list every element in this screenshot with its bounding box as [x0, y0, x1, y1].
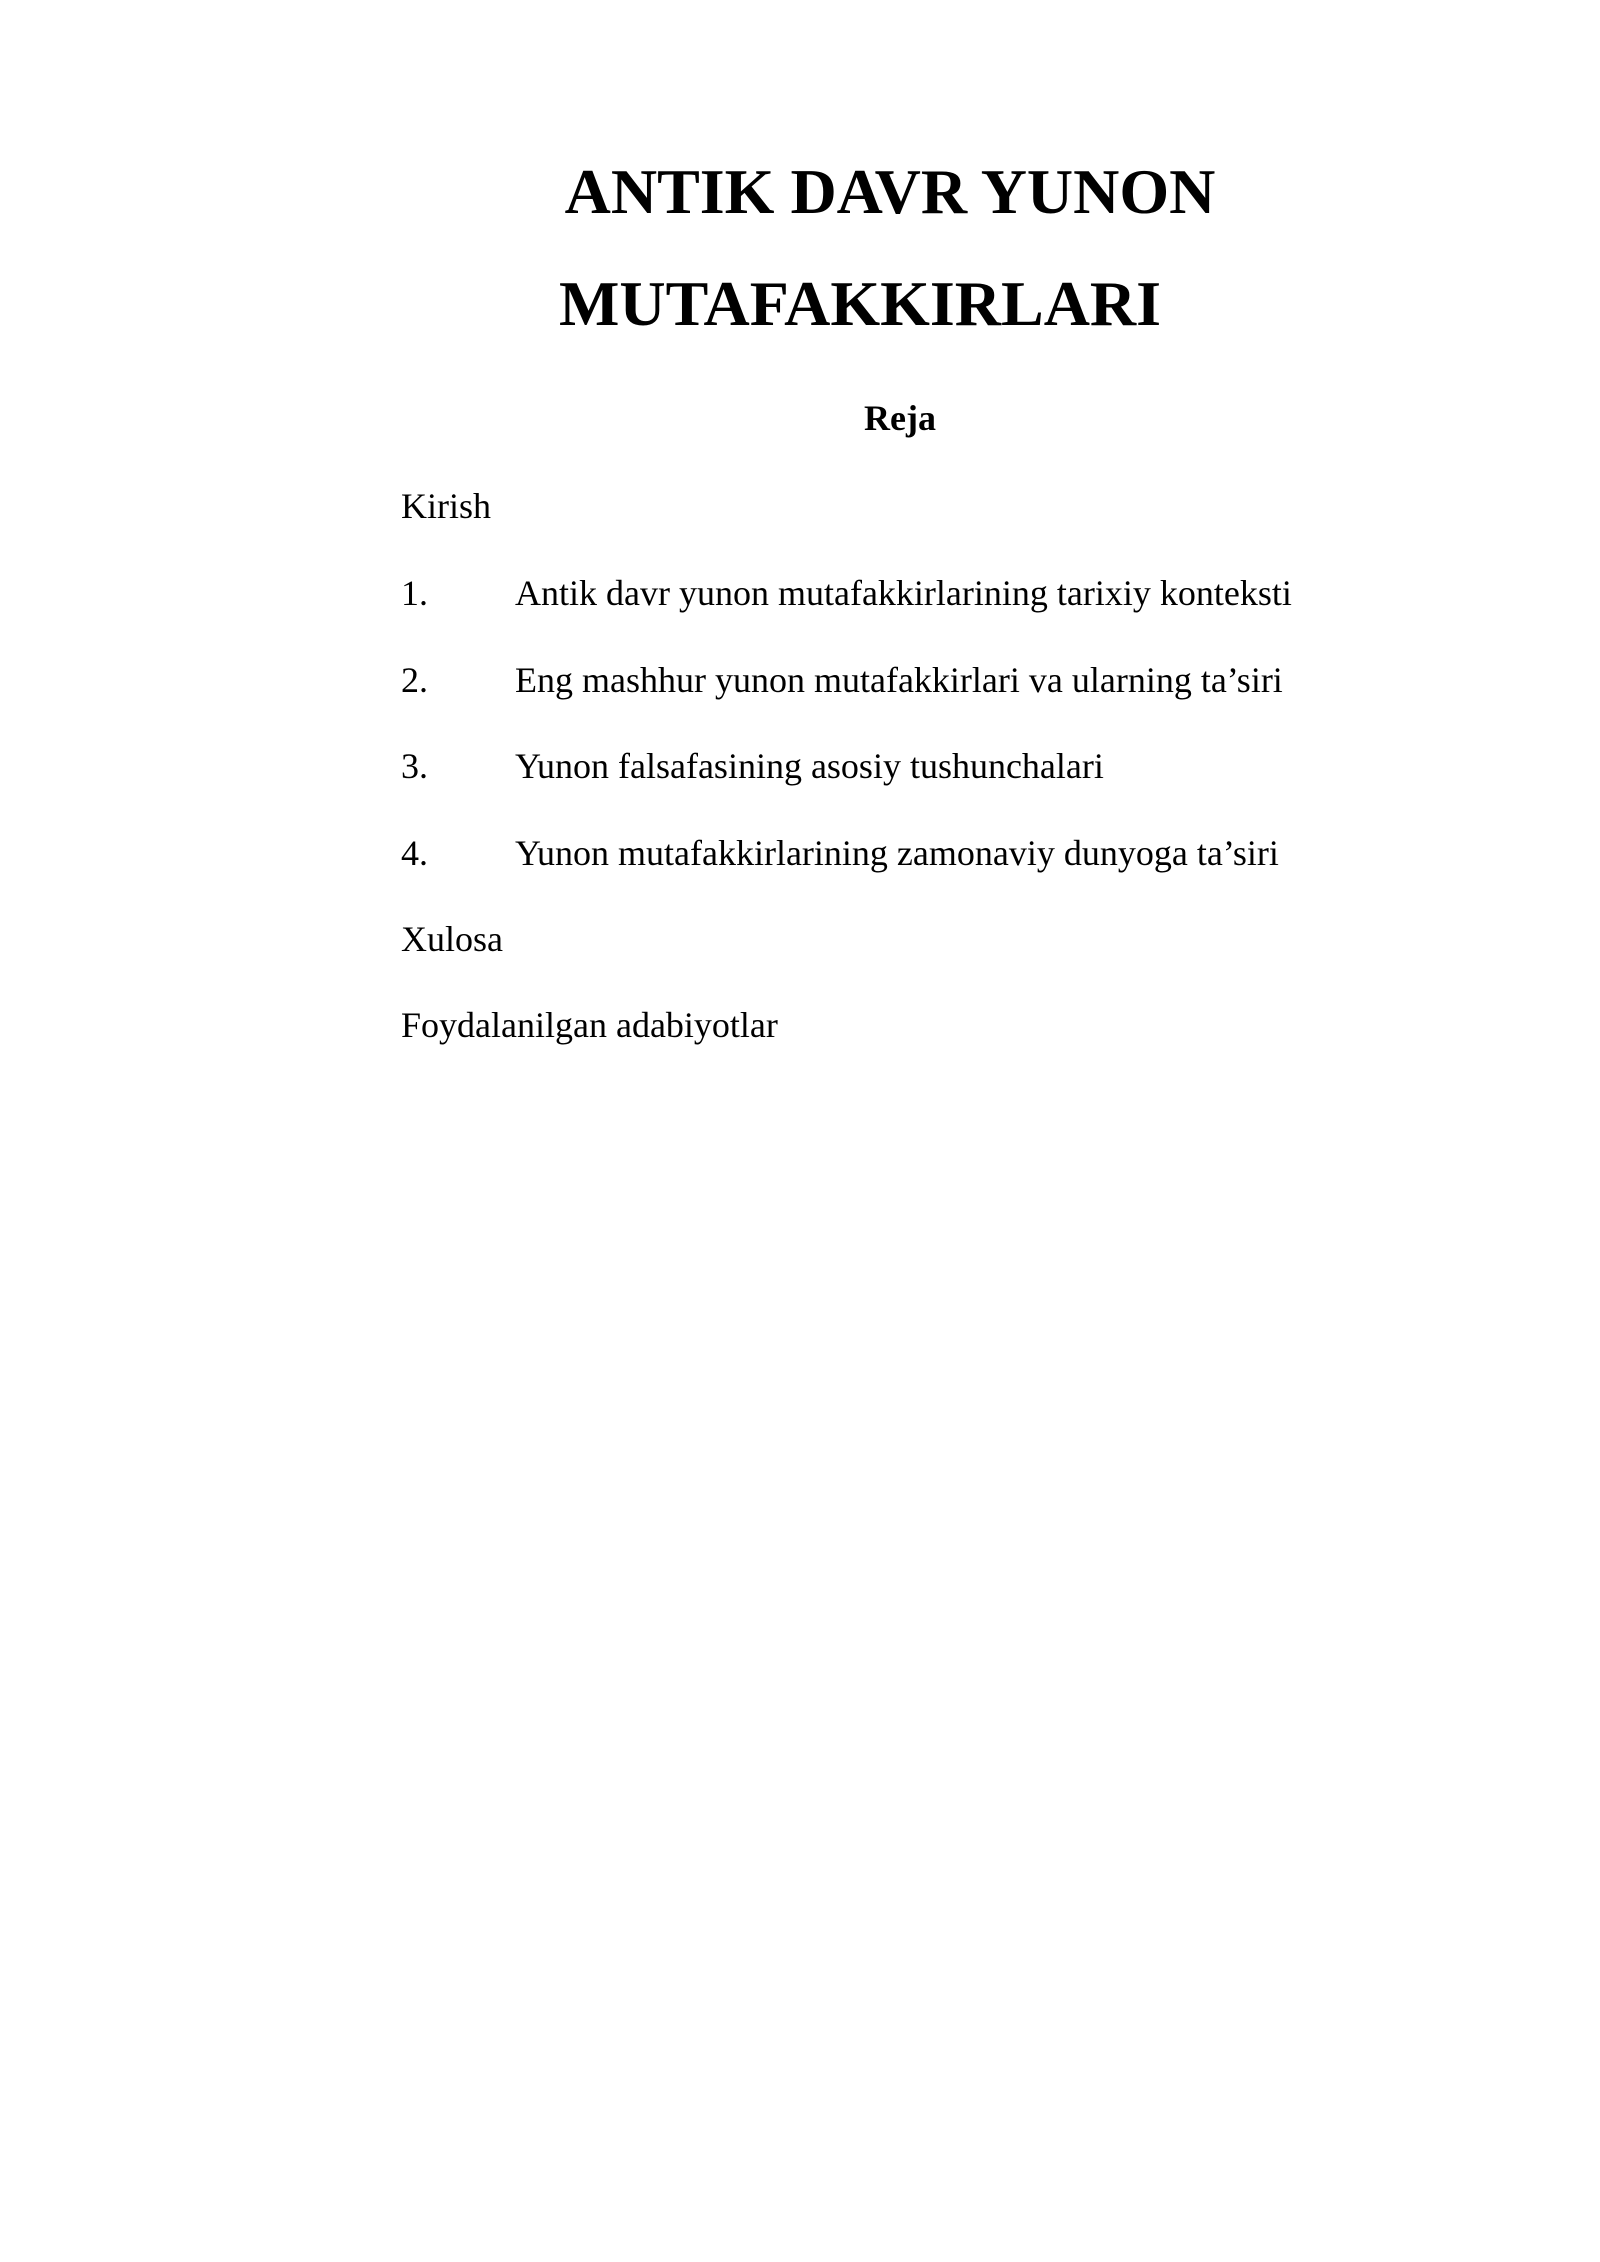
plan-item-number: 1. [401, 573, 428, 613]
plan-item-text: Yunon falsafasining asosiy tushunchalari [515, 746, 1104, 786]
plan-item [401, 748, 1104, 784]
plan-item-references: Foydalanilgan adabiyotlar [401, 1005, 778, 1045]
document-title-line-2: MUTAFAKKIRLARI [558, 268, 1162, 339]
plan-item [401, 662, 1283, 698]
plan-item-number: 3. [401, 746, 428, 786]
plan-item-number: 4. [401, 833, 428, 873]
plan-item-text: Yunon mutafakkirlarining zamonaviy dunyoga ta’siri [515, 833, 1279, 873]
plan-item-number: 2. [401, 660, 428, 700]
plan-item [401, 835, 1279, 871]
plan-item-text: Antik davr yunon mutafakkirlarining tarixiy konteksti [515, 573, 1292, 613]
plan-heading: Reja [864, 398, 936, 438]
plan-item-conclusion: Xulosa [401, 919, 503, 959]
document-title-line-1: ANTIK DAVR YUNON [564, 156, 1216, 227]
plan-item [401, 575, 1292, 611]
plan-item-text: Eng mashhur yunon mutafakkirlari va ularning ta’siri [515, 660, 1283, 700]
plan-item-intro: Kirish [401, 486, 491, 526]
